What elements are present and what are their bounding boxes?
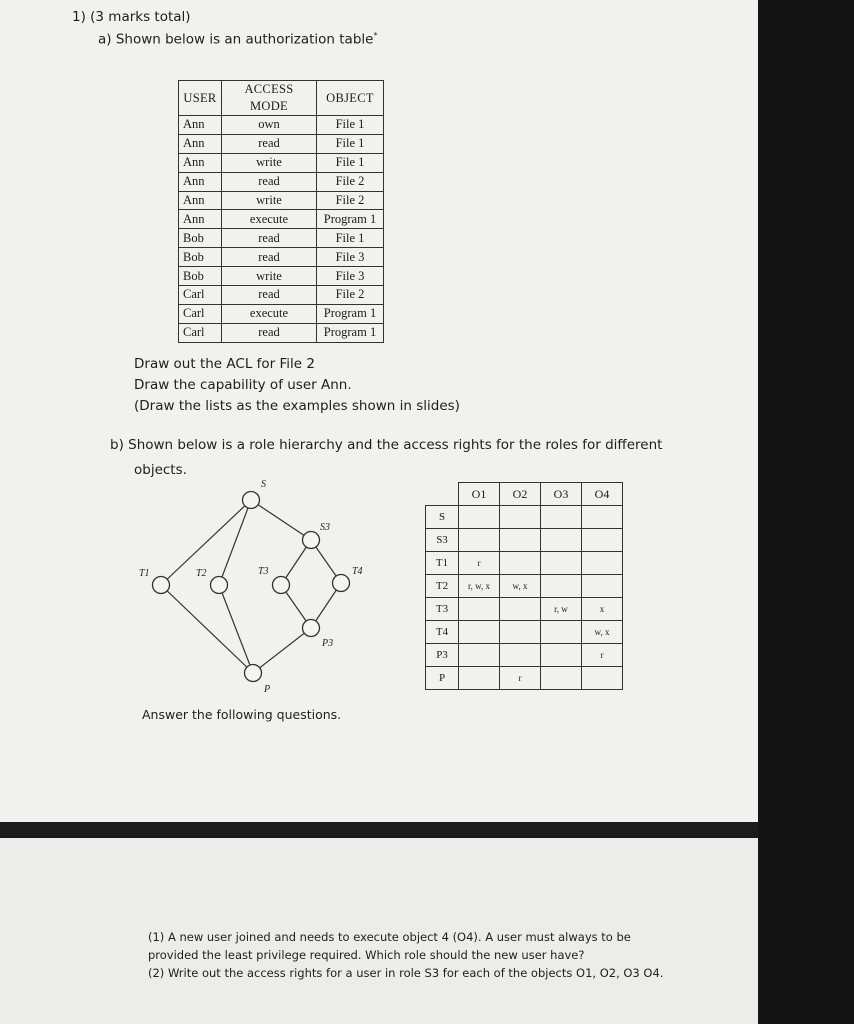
auth-header-user: USER	[179, 81, 222, 116]
question-2: (2) Write out the access rights for a user in role S3 for each of the objects O1, O2, O3 O4.	[148, 966, 664, 980]
auth-cell-object: File 1	[317, 229, 384, 248]
rights-cell	[459, 667, 500, 690]
rights-cell	[541, 621, 582, 644]
auth-cell-object: File 2	[317, 172, 384, 191]
rights-role-label: S3	[426, 529, 459, 552]
rights-cell: r	[459, 552, 500, 575]
node-s	[243, 492, 260, 509]
rights-row	[426, 575, 623, 598]
auth-cell-mode: write	[222, 191, 317, 210]
rights-role-label: T2	[426, 575, 459, 598]
node-p3	[303, 620, 320, 637]
auth-table-header-row	[179, 81, 384, 116]
node-p	[245, 665, 262, 682]
part-b-label: b) Shown below is a role hierarchy and the access rights for the roles for different	[110, 437, 663, 453]
auth-cell-user: Carl	[179, 304, 222, 323]
auth-table-row	[179, 248, 384, 267]
rights-cell	[500, 644, 541, 667]
edge-p3-p	[253, 628, 311, 673]
auth-table-row	[179, 286, 384, 305]
node-t2	[211, 577, 228, 594]
hierarchy-nodes	[153, 492, 350, 682]
rights-cell	[459, 529, 500, 552]
auth-cell-user: Bob	[179, 248, 222, 267]
rights-cell: r	[582, 644, 623, 667]
part-a-footnote-mark: *	[373, 31, 378, 40]
instruction-note: (Draw the lists as the examples shown in slides)	[134, 398, 460, 414]
part-a-label	[98, 31, 377, 48]
node-t3	[273, 577, 290, 594]
rights-corner-cell	[426, 483, 459, 506]
rights-row	[426, 552, 623, 575]
auth-cell-mode: own	[222, 116, 317, 135]
rights-cell	[582, 667, 623, 690]
auth-table-row	[179, 153, 384, 172]
instruction-acl: Draw out the ACL for File 2	[134, 356, 315, 372]
rights-header-o1: O1	[459, 483, 500, 506]
auth-cell-object: File 3	[317, 267, 384, 286]
auth-cell-user: Carl	[179, 323, 222, 342]
auth-cell-mode: read	[222, 248, 317, 267]
auth-cell-mode: read	[222, 134, 317, 153]
auth-cell-mode: write	[222, 267, 317, 286]
rights-row	[426, 529, 623, 552]
rights-cell	[541, 644, 582, 667]
screen-edge	[758, 0, 854, 1024]
rights-row	[426, 667, 623, 690]
auth-cell-user: Ann	[179, 172, 222, 191]
rights-cell	[459, 621, 500, 644]
edge-s-s3	[251, 500, 311, 540]
rights-cell	[500, 552, 541, 575]
auth-cell-user: Ann	[179, 116, 222, 135]
auth-table-row	[179, 116, 384, 135]
rights-cell	[500, 598, 541, 621]
label-s3: S3	[320, 522, 330, 533]
authorization-table	[178, 80, 384, 343]
rights-row	[426, 644, 623, 667]
answer-prompt: Answer the following questions.	[142, 707, 342, 722]
auth-cell-object: File 1	[317, 116, 384, 135]
question-1-line-1: (1) A new user joined and needs to execute object 4 (O4). A user must always to be	[148, 930, 631, 944]
rights-cell: r, w, x	[459, 575, 500, 598]
rights-cell	[582, 552, 623, 575]
auth-cell-mode: write	[222, 153, 317, 172]
auth-cell-mode: read	[222, 172, 317, 191]
rights-cell: r	[500, 667, 541, 690]
node-s3	[303, 532, 320, 549]
edge-t1-p	[161, 585, 253, 673]
auth-table-row	[179, 229, 384, 248]
rights-role-label: S	[426, 506, 459, 529]
auth-cell-object: File 3	[317, 248, 384, 267]
label-p: P	[264, 684, 271, 695]
auth-cell-user: Ann	[179, 210, 222, 229]
question-1-line-2: provided the least privilege required. Which role should the new user have?	[148, 948, 585, 962]
rights-cell: r, w	[541, 598, 582, 621]
part-b-label-cont: objects.	[134, 462, 187, 478]
auth-cell-object: File 1	[317, 134, 384, 153]
auth-cell-object: File 2	[317, 286, 384, 305]
auth-cell-mode: execute	[222, 210, 317, 229]
auth-cell-object: Program 1	[317, 323, 384, 342]
auth-table-row	[179, 191, 384, 210]
hierarchy-edges	[161, 500, 341, 673]
auth-cell-user: Bob	[179, 229, 222, 248]
auth-cell-object: Program 1	[317, 304, 384, 323]
auth-cell-mode: execute	[222, 304, 317, 323]
auth-table-row	[179, 267, 384, 286]
auth-table-row	[179, 210, 384, 229]
rights-cell	[500, 621, 541, 644]
rights-cell	[582, 575, 623, 598]
rights-role-label: P3	[426, 644, 459, 667]
auth-cell-user: Ann	[179, 153, 222, 172]
auth-table-row	[179, 323, 384, 342]
auth-header-object: OBJECT	[317, 81, 384, 116]
auth-header-access-mode: ACCESS MODE	[222, 81, 317, 116]
question-title: 1) (3 marks total)	[72, 9, 191, 25]
auth-table-row	[179, 134, 384, 153]
auth-cell-mode: read	[222, 286, 317, 305]
edge-t2-p	[219, 585, 253, 673]
rights-cell	[459, 598, 500, 621]
rights-role-label: T3	[426, 598, 459, 621]
label-t2: T2	[196, 568, 207, 579]
label-s: S	[261, 479, 266, 490]
rights-role-label: T1	[426, 552, 459, 575]
rights-cell	[541, 552, 582, 575]
auth-table-row	[179, 172, 384, 191]
node-t4	[333, 575, 350, 592]
rights-cell	[459, 506, 500, 529]
auth-cell-mode: read	[222, 323, 317, 342]
rights-header-row	[426, 483, 623, 506]
rights-cell: x	[582, 598, 623, 621]
auth-cell-mode: read	[222, 229, 317, 248]
auth-table-row	[179, 304, 384, 323]
auth-cell-user: Ann	[179, 134, 222, 153]
instruction-capability: Draw the capability of user Ann.	[134, 377, 352, 393]
auth-cell-object: File 1	[317, 153, 384, 172]
rights-cell	[541, 506, 582, 529]
role-hierarchy-diagram	[130, 470, 390, 700]
rights-cell	[459, 644, 500, 667]
part-a-text: a) Shown below is an authorization table	[98, 31, 374, 48]
rights-row	[426, 506, 623, 529]
rights-row	[426, 598, 623, 621]
auth-cell-user: Bob	[179, 267, 222, 286]
rights-header-o2: O2	[500, 483, 541, 506]
label-t1: T1	[139, 568, 150, 579]
auth-cell-user: Ann	[179, 191, 222, 210]
label-t3: T3	[258, 566, 269, 577]
rights-cell	[500, 506, 541, 529]
rights-header-o4: O4	[582, 483, 623, 506]
edge-s-t2	[219, 500, 251, 585]
rights-cell	[541, 529, 582, 552]
rights-role-label: T4	[426, 621, 459, 644]
rights-header-o3: O3	[541, 483, 582, 506]
rights-cell	[541, 575, 582, 598]
auth-cell-user: Carl	[179, 286, 222, 305]
role-rights-table	[425, 482, 623, 690]
auth-cell-object: File 2	[317, 191, 384, 210]
rights-cell	[500, 529, 541, 552]
rights-cell	[582, 529, 623, 552]
auth-cell-object: Program 1	[317, 210, 384, 229]
rights-row	[426, 621, 623, 644]
rights-role-label: P	[426, 667, 459, 690]
node-t1	[153, 577, 170, 594]
rights-cell	[582, 506, 623, 529]
label-p3: P3	[322, 638, 334, 649]
rights-cell: w, x	[582, 621, 623, 644]
rights-cell: w, x	[500, 575, 541, 598]
rights-cell	[541, 667, 582, 690]
label-t4: T4	[352, 566, 363, 577]
